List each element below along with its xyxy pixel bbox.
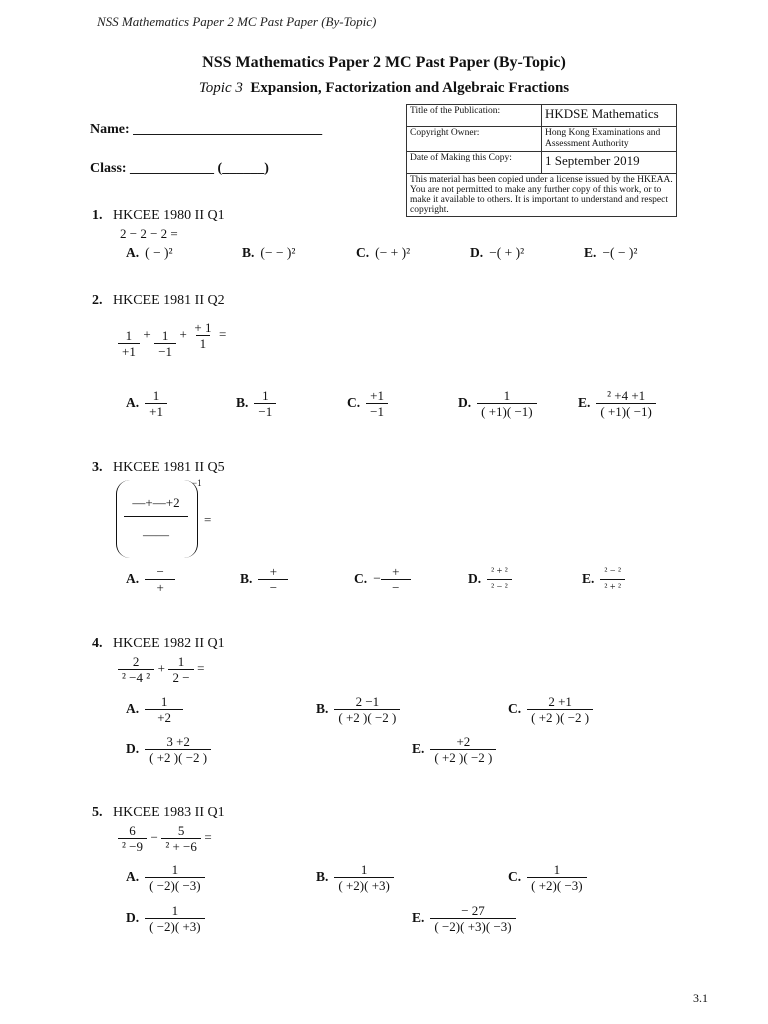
option-numerator: 1 — [360, 862, 368, 877]
question-2-stem: $\frac{1}{+1}$ + $\frac{1}{-1}$ + $\frac{+ 1}{1}$ = — [118, 312, 226, 359]
option-numerator: ² + ² — [491, 566, 508, 577]
question-source: HKCEE 1980 II Q1 — [113, 208, 225, 223]
q1-option-e[interactable] — [584, 245, 637, 261]
stem-denominator: −1 — [154, 343, 176, 359]
option-denominator: ( −2)( +3)( −3) — [430, 918, 515, 934]
question-1-heading — [92, 208, 225, 224]
option-text: (− + )² — [375, 245, 411, 260]
stem-denominator: 2 − — [168, 669, 193, 685]
license-note: This material has been copied under a license issued by the HKEAA. You are not permitted to make any further copy of this work, or to make it available to others. It is important to understand and respect copyright. — [407, 174, 677, 217]
q5-option-a[interactable] — [126, 862, 205, 893]
stem-denominator: +1 — [118, 343, 140, 359]
stem-denominator: —— — [124, 516, 188, 553]
option-letter: C. — [508, 868, 522, 884]
question-number: 3. — [92, 460, 103, 475]
option-letter: C. — [356, 245, 370, 260]
subtitle-topic: Topic 3 — [198, 80, 243, 96]
q1-option-b[interactable] — [242, 245, 295, 261]
option-letter: D. — [458, 394, 472, 410]
option-text: (− − )² — [260, 245, 296, 260]
stem-numerator: 1 — [125, 328, 133, 343]
q5-option-c[interactable] — [508, 862, 587, 893]
stem-numerator: + 1 — [194, 320, 212, 335]
option-numerator: 3 +2 — [166, 734, 190, 749]
option-numerator: 1 — [503, 388, 511, 403]
option-denominator: −1 — [254, 403, 276, 419]
page-title: NSS Mathematics Paper 2 MC Past Paper (By-Topic) — [202, 54, 566, 71]
name-field-label: Name: ___________________________ — [90, 122, 323, 137]
question-source: HKCEE 1983 II Q1 — [113, 805, 225, 820]
option-numerator: ² − ² — [604, 566, 622, 577]
option-denominator: ( −2)( +3) — [145, 918, 204, 934]
q3-option-d[interactable] — [468, 564, 512, 595]
stem-equals: = — [197, 660, 205, 676]
stem-equals: = — [204, 829, 212, 845]
q2-option-b[interactable] — [236, 388, 276, 419]
option-denominator: ( +2 )( −2 ) — [527, 709, 593, 725]
class-field-label: Class: ____________ (______) — [90, 161, 269, 176]
question-number: 2. — [92, 293, 103, 308]
stem-denominator: 1 — [196, 335, 211, 351]
question-2-heading — [92, 293, 225, 309]
option-numerator: 2 +1 — [548, 694, 572, 709]
option-denominator: +2 — [145, 709, 183, 725]
option-denominator: ( +2)( −3) — [527, 877, 586, 893]
option-numerator: − 27 — [461, 903, 485, 918]
option-denominator: ( +1)( −1) — [596, 403, 655, 419]
q5-option-e[interactable] — [412, 903, 516, 934]
question-number: 5. — [92, 805, 103, 820]
running-header: NSS Mathematics Paper 2 MC Past Paper (By-Topic) — [97, 14, 377, 29]
option-denominator: ² + ² — [600, 579, 625, 595]
license-title-label: Title of the Publication: — [407, 105, 542, 127]
option-numerator: 1 — [262, 388, 269, 403]
q4-option-b[interactable] — [316, 694, 400, 725]
question-number: 1. — [92, 208, 103, 223]
q4-option-a[interactable] — [126, 694, 183, 725]
copyright-license-table — [406, 104, 677, 217]
question-source: HKCEE 1982 II Q1 — [113, 636, 225, 651]
option-letter: D. — [126, 740, 140, 756]
option-numerator: 1 — [171, 862, 179, 877]
q5-option-d[interactable] — [126, 903, 205, 934]
option-letter: B. — [242, 245, 255, 260]
option-letter: C. — [508, 700, 522, 716]
option-denominator: ( +2 )( −2 ) — [145, 749, 211, 765]
stem-numerator: 5 — [177, 823, 185, 838]
option-letter: B. — [240, 570, 253, 586]
option-letter: E. — [578, 394, 591, 410]
q3-option-a[interactable] — [126, 564, 175, 595]
option-letter: C. — [347, 394, 361, 410]
q3-option-e[interactable] — [582, 564, 625, 595]
option-denominator: ( +2 )( −2 ) — [334, 709, 400, 725]
question-source: HKCEE 1981 II Q2 — [113, 293, 225, 308]
q2-option-c[interactable] — [347, 388, 388, 419]
license-title-value: HKDSE Mathematics — [542, 105, 677, 127]
option-numerator: 1 — [160, 694, 168, 709]
option-numerator: − — [156, 564, 164, 579]
stem-numerator: 2 — [132, 654, 140, 669]
stem-denominator: ² + −6 — [161, 838, 201, 854]
page-number: 3.1 — [693, 991, 708, 1005]
question-3-heading — [92, 460, 225, 476]
stem-numerator: —+—+2 — [132, 495, 180, 510]
stem-denominator: ² −9 — [118, 838, 147, 854]
option-denominator: ( +2)( +3) — [334, 877, 393, 893]
question-5-stem: $\frac{6}{\text{² −9}}$ − $\frac{5}{\text{² + −6}}$ = — [118, 823, 212, 854]
option-prefix: − — [373, 570, 381, 586]
option-numerator: +1 — [370, 388, 384, 403]
page-subtitle — [0, 80, 768, 97]
option-letter: A. — [126, 570, 140, 586]
option-letter: A. — [126, 245, 140, 260]
option-letter: A. — [126, 700, 140, 716]
stem-numerator: 1 — [177, 654, 185, 669]
q5-option-b[interactable] — [316, 862, 394, 893]
q2-option-a[interactable] — [126, 388, 167, 419]
q3-option-c[interactable] — [354, 564, 411, 595]
option-numerator: 1 — [171, 903, 179, 918]
question-5-heading — [92, 805, 225, 821]
stem-equals: = — [204, 512, 212, 527]
option-letter: D. — [468, 570, 482, 586]
option-numerator: 1 — [152, 388, 160, 403]
option-denominator: ( −2)( −3) — [145, 877, 204, 893]
stem-numerator: 6 — [129, 823, 136, 838]
option-numerator: 1 — [553, 862, 561, 877]
option-numerator: + — [392, 564, 400, 579]
stem-equals: = — [218, 326, 227, 342]
option-letter: A. — [126, 868, 140, 884]
option-letter: B. — [316, 868, 329, 884]
option-denominator: −1 — [366, 403, 388, 419]
stem-denominator: ² −4 ² — [118, 669, 154, 685]
option-denominator: − — [381, 579, 411, 595]
option-text: −( + )² — [489, 245, 525, 260]
license-date-value: 1 September 2019 — [542, 152, 677, 174]
option-numerator: +2 — [456, 734, 471, 749]
option-letter: C. — [354, 570, 368, 586]
question-number: 4. — [92, 636, 103, 651]
option-letter: D. — [470, 245, 484, 260]
question-source: HKCEE 1981 II Q5 — [113, 460, 225, 475]
option-letter: E. — [412, 909, 425, 925]
q1-option-d[interactable] — [470, 245, 524, 261]
question-3-stem — [124, 490, 188, 553]
option-denominator: + — [145, 579, 175, 595]
subtitle-text: Expansion, Factorization and Algebraic Fractions — [250, 80, 570, 96]
option-denominator: ² − ² — [487, 579, 512, 595]
option-text: ( − )² — [145, 245, 173, 260]
q2-option-e[interactable] — [578, 388, 656, 419]
option-letter: E. — [412, 740, 425, 756]
q4-option-e[interactable] — [412, 734, 496, 765]
option-letter: E. — [582, 570, 595, 586]
license-date-label: Date of Making this Copy: — [407, 152, 542, 174]
q1-option-c[interactable] — [356, 245, 410, 261]
option-numerator: 2 −1 — [355, 694, 380, 709]
option-letter: A. — [126, 394, 140, 410]
q1-option-a[interactable] — [126, 245, 173, 261]
option-denominator: − — [258, 579, 288, 595]
option-denominator: ( +1)( −1) — [477, 403, 536, 419]
option-text: −( − )² — [602, 245, 638, 260]
q3-option-b[interactable] — [240, 564, 288, 595]
question-4-heading — [92, 636, 225, 652]
q4-option-d[interactable] — [126, 734, 211, 765]
q4-option-c[interactable] — [508, 694, 593, 725]
license-owner-label: Copyright Owner: — [407, 127, 542, 152]
option-letter: E. — [584, 245, 597, 260]
license-owner-value: Hong Kong Examinations and Assessment Authority — [542, 127, 677, 152]
option-letter: D. — [126, 909, 140, 925]
option-numerator: + — [269, 564, 278, 579]
question-1-stem: 2 − 2 − 2 = — [120, 226, 178, 241]
question-4-stem: $\frac{2}{\text{² −4 ²}}$ + $\frac{1}{2 -}$ = — [118, 654, 204, 685]
q3-exponent: −1 — [192, 478, 202, 488]
option-numerator: ² +4 +1 — [607, 388, 646, 403]
q2-option-d[interactable] — [458, 388, 537, 419]
option-denominator: ( +2 )( −2 ) — [430, 749, 496, 765]
stem-numerator: 1 — [161, 328, 169, 343]
option-letter: B. — [236, 394, 249, 410]
option-letter: B. — [316, 700, 329, 716]
option-denominator: +1 — [145, 403, 167, 419]
